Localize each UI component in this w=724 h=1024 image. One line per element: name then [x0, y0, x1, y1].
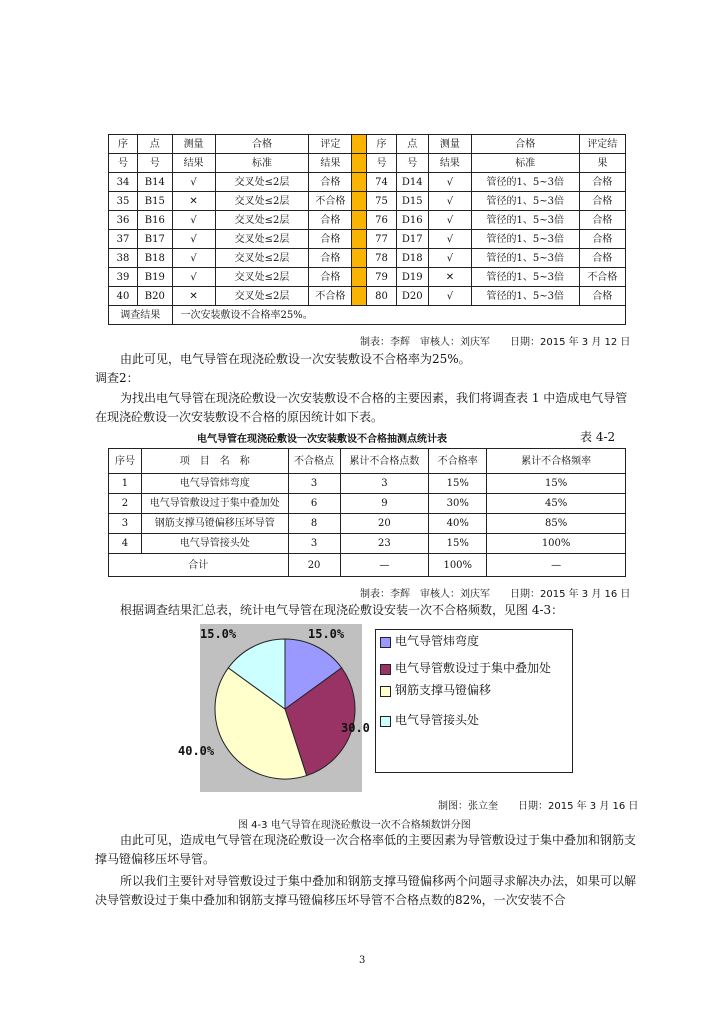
table-cell: D18: [396, 249, 428, 268]
table-row: [109, 474, 626, 494]
page-number: 3: [359, 955, 366, 966]
table-cell: 45%: [487, 494, 626, 514]
table-cell: 100%: [487, 534, 626, 554]
table-cell: 管径的1、5~3倍: [471, 268, 579, 287]
table-cell: 3: [288, 474, 340, 494]
legend-swatch-1: [380, 637, 391, 648]
table-cell: D16: [396, 211, 428, 230]
table-row: [109, 514, 626, 534]
table-cell: 39: [109, 268, 138, 287]
table-cell: √: [428, 192, 471, 211]
table-cell: √: [172, 173, 215, 192]
paragraph-1: 由此可见，电气导管在现浇砼敷设一次安装敷设不合格率为25%。: [120, 352, 471, 366]
table-cell: 合格: [309, 211, 352, 230]
table-cell: 不合格: [579, 268, 625, 287]
table-cell: 3: [288, 534, 340, 554]
paragraph-4: 由此可见，造成电气导管在现浇砼敷设一次合格率低的主要因素为导管敷设过于集中叠加和钢筋支撑马镫偏移压坏导管。: [95, 833, 637, 866]
table1-header-bottom-cell: [352, 154, 367, 173]
table-cell: 23: [340, 534, 429, 554]
paragraph-3: 根据调查结果汇总表，统计电气导管在现浇砼敷设安装一次不合格频数，见图 4-3：: [120, 603, 564, 617]
table-cell: 合格: [579, 249, 625, 268]
table-cell: 74: [367, 173, 396, 192]
table-cell: B17: [138, 230, 172, 249]
pie-chart: [178, 624, 580, 794]
table-cell: D15: [396, 192, 428, 211]
table1-header-top-cell: 合格: [215, 135, 309, 154]
table-cell: 不合格: [309, 192, 352, 211]
result-label: 调查结果: [109, 306, 173, 325]
table-cell: D19: [396, 268, 428, 287]
table2-header-cell: 不合格点: [288, 449, 340, 474]
table2-total-row: [109, 554, 626, 577]
table1-header-top-cell: 点: [396, 135, 428, 154]
table-cell: 管径的1、5~3倍: [471, 192, 579, 211]
table-cell: 管径的1、5~3倍: [471, 287, 579, 306]
table-cell: 钢筋支撑马镫偏移压坏导管: [141, 514, 288, 534]
table-cell: 交叉处≤2层: [215, 192, 309, 211]
table-cell: 合格: [309, 173, 352, 192]
table1-header-top-cell: 测量: [428, 135, 471, 154]
table1-header-top-cell: 点: [138, 135, 172, 154]
table-cell: 4: [109, 534, 142, 554]
table1-header-row-bottom: [109, 154, 626, 173]
table-row: [109, 287, 626, 306]
slice-label-2: 30.0: [341, 721, 370, 735]
table-cell: 15%: [429, 534, 487, 554]
table1-header-bottom-cell: 号: [396, 154, 428, 173]
table-cell: 电气导管敷设过于集中叠加处: [141, 494, 288, 514]
table-row: [109, 494, 626, 514]
table-cell: 合格: [309, 249, 352, 268]
table-row: [109, 249, 626, 268]
table-cell: 管径的1、5~3倍: [471, 249, 579, 268]
table-cell: [352, 230, 367, 249]
table-cell: 75: [367, 192, 396, 211]
table-cell: √: [428, 287, 471, 306]
table2-header-row: [109, 449, 626, 474]
legend-item-1: 电气导管炜弯度: [380, 633, 568, 649]
chart-caption: 图 4-3 电气导管在现浇砼敷设一次不合格频数饼分图: [238, 820, 471, 831]
table-cell: [352, 268, 367, 287]
table-cell: [352, 249, 367, 268]
chart-signature: 制图：张立奎 日期：2015 年 3 月 16 日: [438, 801, 639, 812]
table-cell: 34: [109, 173, 138, 192]
table-cell: 电气导管接头处: [141, 534, 288, 554]
table1-header-bottom-cell: 果: [579, 154, 625, 173]
table1-header-top-cell: 序: [367, 135, 396, 154]
table-cell: 交叉处≤2层: [215, 287, 309, 306]
pie-svg: [200, 624, 370, 794]
table1-header-bottom-cell: 号: [109, 154, 138, 173]
table-cell: 合格: [579, 192, 625, 211]
table-cell: 合格: [579, 211, 625, 230]
table2-title: 电气导管在现浇砼敷设一次安装敷设不合格抽测点统计表: [197, 434, 447, 445]
total-cell: 100%: [429, 554, 487, 577]
table-cell: [352, 287, 367, 306]
table-cell: 交叉处≤2层: [215, 173, 309, 192]
table-cell: D14: [396, 173, 428, 192]
table-cell: B14: [138, 173, 172, 192]
table1-header-top-cell: 序: [109, 135, 138, 154]
table-cell: 77: [367, 230, 396, 249]
table-cell: [352, 211, 367, 230]
table-cell: 管径的1、5~3倍: [471, 230, 579, 249]
table-cell: √: [428, 230, 471, 249]
table-cell: 1: [109, 474, 142, 494]
table-cell: 管径的1、5~3倍: [471, 173, 579, 192]
table-cell: D17: [396, 230, 428, 249]
table-cell: 20: [340, 514, 429, 534]
table-cell: ✕: [172, 287, 215, 306]
paragraph-5: 所以我们主要针对导管敷设过于集中叠加和钢筋支撑马镫偏移两个问题寻求解决办法，如果可以解决导管敷设过于集中叠加和钢筋支撑马镫偏移压坏导管不合格点数的82%，一次安装不合: [95, 874, 637, 907]
table2-number: 表 4-2: [580, 430, 616, 444]
statistics-table-2: [108, 448, 626, 577]
table2-signature: 制表：李辉 审核人：刘庆军 日期：2015 年 3 月 16 日: [360, 589, 631, 600]
table-cell: B18: [138, 249, 172, 268]
table1-header-bottom-cell: 标准: [471, 154, 579, 173]
table-cell: 85%: [487, 514, 626, 534]
table-cell: 15%: [429, 474, 487, 494]
result-text: 一次安装敷设不合格率25%。: [172, 306, 625, 325]
table1-header-bottom-cell: 标准: [215, 154, 309, 173]
table-cell: 6: [288, 494, 340, 514]
table-row: [109, 192, 626, 211]
table-cell: 合格: [579, 173, 625, 192]
total-cell: 合计: [109, 554, 289, 577]
table-cell: 交叉处≤2层: [215, 249, 309, 268]
table1-header-bottom-cell: 结果: [428, 154, 471, 173]
table1-header-row-top: [109, 135, 626, 154]
table2-header-cell: 累计不合格点数: [340, 449, 429, 474]
table-cell: √: [428, 173, 471, 192]
table-cell: √: [172, 249, 215, 268]
table-cell: 15%: [487, 474, 626, 494]
table-row: [109, 268, 626, 287]
table-cell: 交叉处≤2层: [215, 268, 309, 287]
table-row: [109, 534, 626, 554]
table-cell: 合格: [579, 230, 625, 249]
inspection-table-1: [108, 134, 626, 325]
table-cell: 不合格: [309, 287, 352, 306]
table-cell: 38: [109, 249, 138, 268]
table2-header-cell: 不合格率: [429, 449, 487, 474]
table-cell: ✕: [172, 192, 215, 211]
table-row: [109, 173, 626, 192]
table-cell: √: [172, 230, 215, 249]
table-cell: 35: [109, 192, 138, 211]
table-cell: 36: [109, 211, 138, 230]
legend-item-2: 电气导管敷设过于集中叠加处: [380, 660, 568, 676]
legend-item-4: 电气导管接头处: [380, 712, 568, 728]
slice-label-1: 15.0%: [308, 627, 345, 641]
table1-header-top-cell: 测量: [172, 135, 215, 154]
table-cell: √: [428, 249, 471, 268]
table-cell: 合格: [309, 268, 352, 287]
table1-header-top-cell: [352, 135, 367, 154]
table-cell: 电气导管炜弯度: [141, 474, 288, 494]
table1-header-bottom-cell: 结果: [172, 154, 215, 173]
table-cell: 3: [109, 514, 142, 534]
table-cell: 40: [109, 287, 138, 306]
table-cell: √: [428, 211, 471, 230]
table2-header-cell: 累计不合格频率: [487, 449, 626, 474]
table2-header-cell: 序号: [109, 449, 142, 474]
chart-legend: [375, 629, 573, 773]
table-cell: 3: [340, 474, 429, 494]
slice-label-3: 40.0%: [178, 744, 215, 758]
table1-header-top-cell: 合格: [471, 135, 579, 154]
table-cell: 9: [340, 494, 429, 514]
table-cell: 79: [367, 268, 396, 287]
table-cell: B19: [138, 268, 172, 287]
table-cell: B15: [138, 192, 172, 211]
total-cell: 20: [288, 554, 340, 577]
table-cell: 40%: [429, 514, 487, 534]
table-cell: √: [172, 268, 215, 287]
table-cell: 76: [367, 211, 396, 230]
legend-swatch-2: [380, 664, 391, 675]
legend-item-3: 钢筋支撑马镫偏移: [380, 682, 568, 698]
table-cell: [352, 192, 367, 211]
legend-swatch-3: [380, 686, 391, 697]
table1-signature: 制表：李辉 审核人：刘庆军 日期：2015 年 3 月 12 日: [360, 337, 631, 348]
table-cell: 交叉处≤2层: [215, 211, 309, 230]
table-cell: B20: [138, 287, 172, 306]
total-cell: —: [340, 554, 429, 577]
table-cell: √: [172, 211, 215, 230]
table-cell: B16: [138, 211, 172, 230]
table-cell: 80: [367, 287, 396, 306]
table-cell: D20: [396, 287, 428, 306]
table2-header-cell: 项 目 名 称: [141, 449, 288, 474]
table1-header-bottom-cell: 号: [367, 154, 396, 173]
table-cell: ✕: [428, 268, 471, 287]
table-cell: [352, 173, 367, 192]
slice-label-4: 15.0%: [200, 627, 237, 641]
table-row: [109, 211, 626, 230]
table-cell: 合格: [579, 287, 625, 306]
table1-header-top-cell: 评定: [309, 135, 352, 154]
table-cell: 合格: [309, 230, 352, 249]
total-cell: —: [487, 554, 626, 577]
paragraph-2: 为找出电气导管在现浇砼敷设一次安装敷设不合格的主要因素，我们将调查表 1 中造成电气导管在现浇砼敷设一次安装敷设不合格的原因统计如下表。: [95, 391, 628, 424]
table1-header-top-cell: 评定结: [579, 135, 625, 154]
legend-swatch-4: [380, 716, 391, 727]
table-cell: 2: [109, 494, 142, 514]
survey-2-heading: 调查2：: [95, 371, 139, 385]
table-cell: 8: [288, 514, 340, 534]
table1-header-bottom-cell: 结果: [309, 154, 352, 173]
table1-result-row: [109, 306, 626, 325]
table-cell: 管径的1、5~3倍: [471, 211, 579, 230]
table-cell: 37: [109, 230, 138, 249]
table-cell: 78: [367, 249, 396, 268]
table1-header-bottom-cell: 号: [138, 154, 172, 173]
table-cell: 30%: [429, 494, 487, 514]
table-cell: 交叉处≤2层: [215, 230, 309, 249]
table-row: [109, 230, 626, 249]
